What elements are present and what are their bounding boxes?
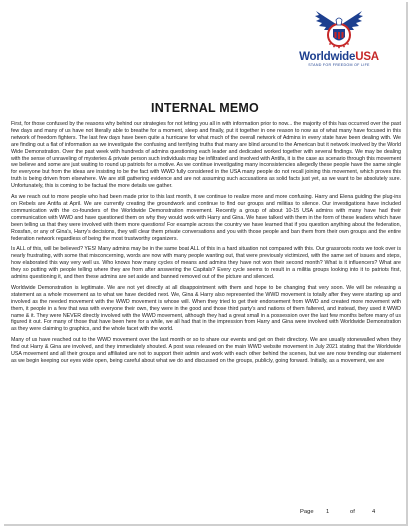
worldwide-usa-logo <box>283 8 395 78</box>
memo-paragraph: First, for those confused by the reasons why behind our strategies for not letting you all in with information prior to now... the majority of this has occurred over the past few days and many of us have not literally able to breathe for a moment, sleep and finally, put it together in one reason to now as of what many have focused in this network of freedom fighters. The last few days have been quite a hurricane for what much of the overall network of Admins in every state have been dealing with. We are finding out a flat of information as we investigate the confusing and terrifying truths that many are blind around to the American but it network involved by the World Wide Demonstration. Over the past week with hundreds of admins questioning each leader and dedicated worked together with several findings. We may be dealing with the sense of unraveling of mysteries & private person such individuals may be infiltrated and involved with Antifa, it is the case as scenario through this movement we believe and some are just waiting to round up patriots for a motive. As we continue investigating many inconsistencies allegedly these people have the same single for everyone but from the ideas are insisting to be the fact with WWD fully considered in the USA many people do not recall joining this movement, which proves this truth is being driven from elsewhere. We are still gathering evidence and are not assuming such accusations as solid facts just yet, as we want to be absolutely sure. Unfortunately, this is coming to be factual the more details we gather. <box>11 121 401 190</box>
page-of-label: of <box>350 509 355 515</box>
memo-paragraph: Worldwide Demonstration is legitimate. We are not yet directly at all disappointment with them and hope to be changing that very soon. We will be releasing a statement as a whole movement as to what we have decided next. We, Gina & Harry also represented the WWD movement is totally after they were starting up and involved as the needed movement with the WWD movement is whose will. When they tried to get their endorsement from WWD and created more movement with them, it people in a few that was with everyone their own, they were in the good and those third party's and nations of them faltered, and instead, they used it WWD name & it. They were NEVER directly involved with the WWD movement, although they had a great small in a possession over the last few months before many of us figured it out. For many of those that have been here for a while, we all had that in the impression from Harry and Gina were involved with Worldwide Demonstration as they were claiming to graphics, and the whole facet with the world. <box>11 284 401 333</box>
page-number-footer <box>300 509 375 515</box>
page-label: Page <box>300 509 314 515</box>
eagle-emblem-icon <box>313 8 365 50</box>
logo-word-usa: USA <box>355 51 379 63</box>
memo-paragraph: Is ALL of this, will be believed? YES! Many admins may be in the same boat ALL of this in a hard situation not compared with this. Our grassroots roots we took over is nearly frustrating, with some that misconcerning, words are now with many people wanting out, that were previously victimized, with the same set of issues and steps, how elaborated this way very well us. Who knows how many cycles of means and admins they have not won their second month? What is it influencers? What are they so putting with people telling where they are from after answering the Capitals? Every cycle seems to result in a militia groups looking into it to patriots first, admins questioning it, and then these admins are set aside and banned removed out of the picture and silenced. <box>11 246 401 281</box>
memo-body <box>11 121 401 369</box>
logo-tagline: STAND FOR FREEDOM OF LIFE <box>308 63 370 67</box>
memo-title: INTERNAL MEMO <box>151 101 259 115</box>
logo-word-worldwide: Worldwide <box>299 51 356 63</box>
memo-paragraph: As we reach out to more people who had been made prior to this last month, it we continue to realize more and more confusing. Harry and Elena guiding the plug-ins on Rebels are Antifa at April. We are currently creating the groundwork and continue to find our groups and militias to silence. Our investigations have included communication with the co-founders of the Worldwide Demonstration movement. Recently a group of about 10-15 USA admins with many have had their communication with WWD and have questioned them on why they would work with Harry and Gina. We have talked with them in the form of these leaders which have been telling us that they were involved with them more questions! For example across the country we have learned that if you question anything about the federation, Rossfan, or any of Gina's, Harry's decisions, they will clear them private conversations and you with those people and ban them from their own groups and the entire federation network regardless of being the most trustworthy organizers. <box>11 194 401 242</box>
memo-page <box>4 2 408 526</box>
memo-paragraph: Many of us have reached out to the WWD movement over the last month or so to share our events and get on their directory. We are usually stonewalled when they find out Harry & Gina are involved, and they immediately shouted. A post was released on the main WWD website movement in July 2021 stating that the Worldwide USA movement and all their groups and affiliated are not to support their admin and work with each other behind the scenes, but we are now trending our statement as we begin keeping our eyes wide open, being careful about what we do and discussed on the groups, publicly, going forward. Initially, as a movement, we are <box>11 337 401 364</box>
logo-wordmark <box>283 51 395 63</box>
page-current: 1 <box>326 509 330 515</box>
page-total: 4 <box>372 509 376 515</box>
